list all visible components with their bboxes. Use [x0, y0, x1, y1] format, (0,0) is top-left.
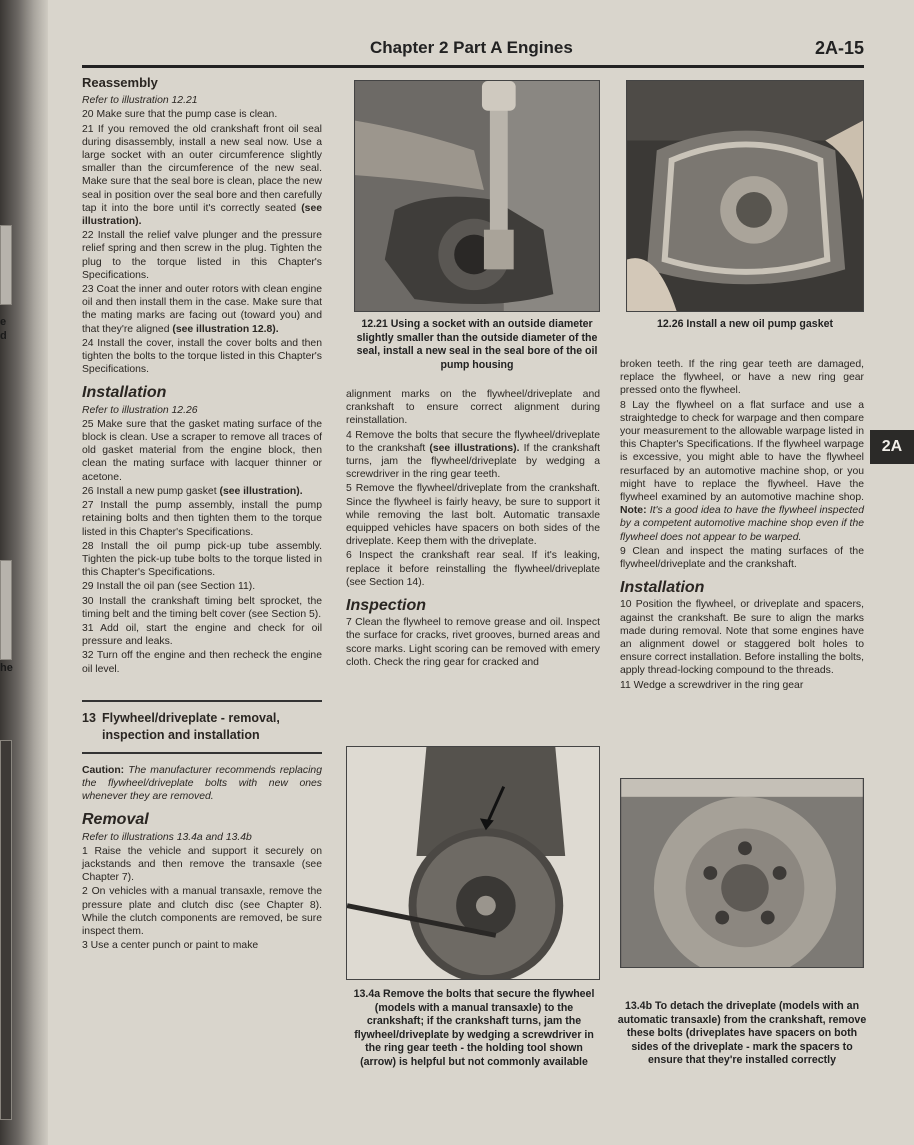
paragraph-31: 31 Add oil, start the engine and check for oil pressure and leaks.	[82, 622, 322, 648]
figure-13-4a-photo	[346, 746, 600, 980]
inspection-heading: Inspection	[346, 597, 427, 615]
section-number: 13	[82, 710, 96, 725]
paragraph-32: 32 Turn off the engine and then recheck the engine oil level.	[82, 650, 322, 675]
page-number: 2A-15	[814, 38, 864, 58]
paragraph-text: 4 Remove the bolts that secure the flywheel/driveplate to the crankshaft	[346, 429, 600, 454]
installation-heading: Installation	[82, 384, 167, 402]
chapter-title: Chapter 2 Part A Engines	[370, 38, 573, 57]
driveplate-removal-photo	[621, 779, 863, 967]
figure-12-26-caption: 12.26 Install a new oil pump gasket	[656, 318, 834, 330]
text-column-middle	[346, 388, 600, 670]
paragraph-text: 26 Install a new pump gasket	[82, 485, 217, 497]
illustration-reference: Refer to illustration 12.21	[82, 95, 198, 107]
figure-12-21-photo	[354, 80, 600, 312]
note-text: It's a good idea to have the flywheel inspected by a competent automotive machine shop even if the flywheel does not appear to be warped.	[620, 505, 864, 543]
note-label: Note:	[620, 505, 647, 517]
section-title-line-1: Flywheel/driveplate - removal,	[102, 710, 280, 725]
text-column-right	[620, 358, 864, 693]
illustration-link: (see illustrations).	[425, 442, 520, 454]
paragraph-3: 3 Use a center punch or paint to make	[82, 940, 259, 952]
left-page-fragment: d	[0, 330, 7, 342]
section-13-heading	[82, 700, 322, 754]
chapter-side-tab: 2A	[870, 430, 914, 464]
left-page-edge-tab	[0, 560, 12, 660]
paragraph-text: 23 Coat the inner and outer rotors with clean engine oil and then install them in the case. Make sure that the mating marks are facing out (toward you) and that they're aligned	[82, 284, 322, 335]
illustration-link: (see illustration).	[82, 202, 322, 228]
paragraph-text: 8 Lay the flywheel on a flat surface and use a straightedge to check for warpage and then compare your measurement to the allowable warpage listed in this Chapter's Specifications. If the flywheel warpage is excessive, you might able to have the flywheel resurfaced by an automotive machine shop, or you might have to replace the flywheel. Have the flywheel examined by an automotive machine shop.	[620, 399, 864, 504]
paragraph-8	[620, 399, 864, 544]
left-page-fragment: e	[0, 316, 7, 328]
figure-12-21-caption: 12.21 Using a socket with an outside diameter slightly smaller than the outside diameter of the seal, install a new seal in the seal bore of the oil pump housing	[356, 318, 598, 371]
paragraph-text: If the crankshaft turns, jam the flywheel/driveplate by wedging a screwdriver in the ring gear teeth.	[346, 442, 600, 481]
paragraph-24: 24 Install the cover, install the cover bolts and then tighten the bolts to the torque listed in this Chapter's Specifications.	[82, 337, 322, 376]
paragraph-22: 22 Install the relief valve plunger and the pressure relief spring and then screw in the plug. Tighten the plug to the torque listed in this Chapter's Specifications.	[82, 230, 322, 281]
paragraph-9: 9 Clean and inspect the mating surfaces of the flywheel/driveplate and the crankshaft.	[620, 545, 864, 571]
reassembly-heading: Reassembly	[82, 75, 158, 90]
illustration-link: (see illustration 12.8).	[169, 323, 279, 335]
oil-pump-seal-photo	[355, 81, 599, 311]
section-title-line-2: inspection and installation	[102, 727, 260, 742]
illustration-reference: Refer to illustrations 13.4a and 13.4b	[82, 831, 252, 843]
caution-label: Caution:	[82, 764, 125, 776]
figure-13-4a-caption: 13.4a Remove the bolts that secure the flywheel (models with a manual transaxle) to the crankshaft; if the crankshaft turns, jam the flywheel/driveplate by wedging a screwdriver in the ring gear teeth - the holding tool shown (arrow) is helpful but not commonly available	[353, 988, 595, 1068]
figure-13-4b-caption: 13.4b To detach the driveplate (models with an automatic transaxle) from the crankshaft, remove these bolts (driveplates have spacers on both sides of the driveplate - mark the spacers to ensure that they're installed correctly	[617, 1000, 867, 1067]
figure-12-26-photo	[626, 80, 864, 312]
oil-pump-gasket-photo	[627, 81, 863, 311]
flywheel-removal-photo	[347, 747, 599, 979]
paragraph-26	[82, 485, 322, 498]
paragraph-4	[346, 429, 600, 482]
paragraph-7-continued: broken teeth. If the ring gear teeth are damaged, replace the flywheel, or have a new ring gear pressed onto the flywheel.	[620, 359, 864, 397]
paragraph-28: 28 Install the oil pump pick-up tube assembly. Tighten the pick-up tube bolts to the torque listed in this Chapter's Specifications.	[82, 540, 322, 579]
paragraph-21	[82, 123, 322, 229]
paragraph-5: 5 Remove the flywheel/driveplate from the crankshaft. Since the flywheel is fairly heavy, be sure to support it while removing the last bolt. Automatic transaxle equipped vehicles have spacers on both sides of the driveplate. Keep them with the driveplate.	[346, 483, 600, 548]
left-page-edge-tab	[0, 225, 12, 305]
removal-heading: Removal	[82, 811, 149, 829]
paragraph-11: 11 Wedge a screwdriver in the ring gear	[620, 679, 804, 691]
illustration-reference: Refer to illustration 12.26	[82, 404, 198, 416]
illustration-link: (see illustration).	[216, 485, 303, 497]
paragraph-1: 1 Raise the vehicle and support it securely on jackstands and then remove the transaxle (see Chapter 7).	[82, 845, 322, 884]
caution-text: The manufacturer recommends replacing the flywheel/driveplate bolts with new ones whenever they are removed.	[82, 764, 322, 803]
paragraph-25: 25 Make sure that the gasket mating surface of the block is clean. Use a scraper to remove all traces of old gasket material from the engine block, then clean the mating surface with lacquer thinner or acetone.	[82, 418, 322, 483]
caution-note	[82, 764, 322, 804]
paragraph-6: 6 Inspect the crankshaft rear seal. If it's leaking, replace it before reinstalling the flywheel/driveplate (see Section 14).	[346, 550, 600, 588]
figure-13-4b-photo	[620, 778, 864, 968]
left-page-edge-shadow	[0, 740, 12, 1120]
page-header	[82, 38, 864, 68]
paragraph-20: 20 Make sure that the pump case is clean.	[82, 109, 278, 121]
paragraph-30: 30 Install the crankshaft timing belt sprocket, the timing belt and the timing belt cover (see Section 5).	[82, 595, 322, 620]
installation-heading: Installation	[620, 579, 705, 597]
paragraph-29: 29 Install the oil pan (see Section 11).	[82, 581, 256, 593]
left-page-fragment: he	[0, 662, 13, 674]
paragraph-7: 7 Clean the flywheel to remove grease and oil. Inspect the surface for cracks, rivet grooves, burned areas and score marks. Light scoring can be removed with emery cloth. Check the ring gear for cracked and	[346, 617, 600, 668]
paragraph-10: 10 Position the flywheel, or driveplate and spacers, against the crankshaft. Be sure to align the marks made during removal. Note that some engines have an alignment dowel or staggered bolt holes to ensure correct installation. Before installing the bolts, apply thread-locking compound to the threads.	[620, 599, 864, 677]
paragraph-text: 21 If you removed the old crankshaft front oil seal during disassembly, install a new seal now. Use a large socket with an outer circumference slightly smaller than the circumference of the new seal. Make sure that the seal bore is clean, place the new seal in position over the seal bore and then carefully tap it into the bore until it's correctly seated	[82, 123, 322, 214]
paragraph-27: 27 Install the pump assembly, install the pump retaining bolts and then tighten them to the torque listed in this Chapter's Specifications.	[82, 500, 322, 538]
text-column-left	[82, 76, 322, 953]
paragraph-23	[82, 283, 322, 336]
paragraph-3-continued: alignment marks on the flywheel/driveplate and crankshaft to ensure correct alignment during reinstallation.	[346, 389, 600, 427]
paragraph-2: 2 On vehicles with a manual transaxle, remove the pressure plate and clutch disc (see Chapter 8). While the clutch components are removed, be sure inspect them.	[82, 886, 322, 937]
